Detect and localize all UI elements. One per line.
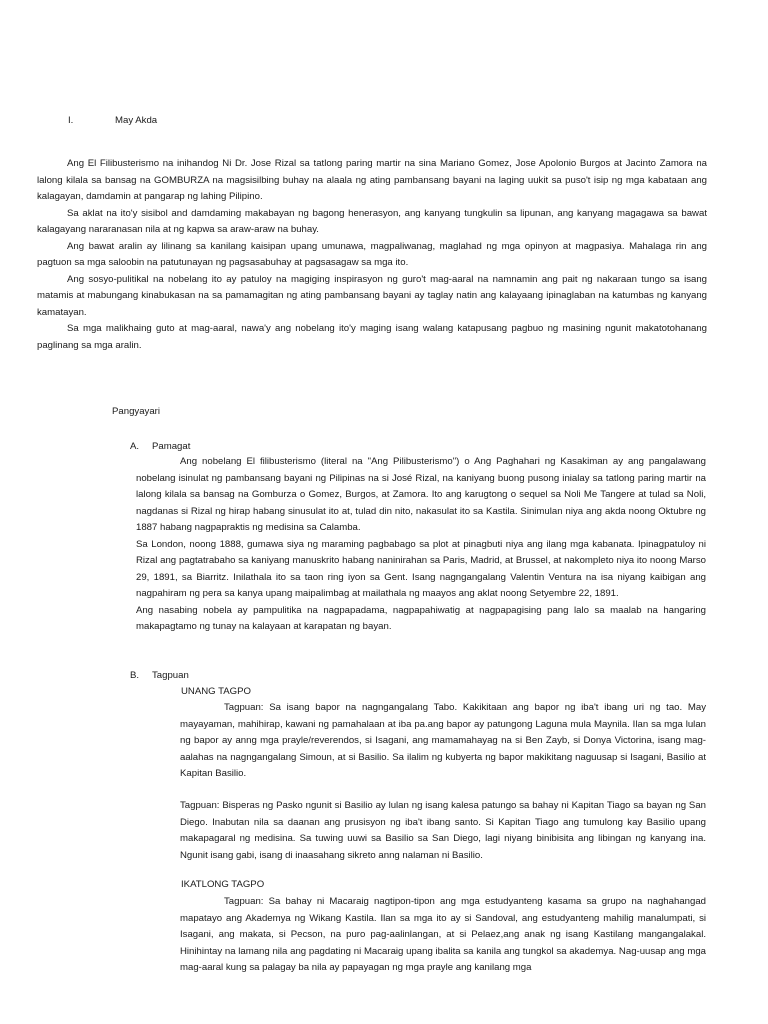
unang-tagpo-heading: UNANG TAGPO — [181, 686, 252, 697]
paragraph: Ang nasabing nobela ay pampulitika na nagpapadama, nagpapahiwatig at nagpapagising pang lalo sa maalab na hangaring makapagtamo ng tunay na kalayaan at karapatan ng bayan. — [136, 604, 706, 632]
part-a-letter: A. — [130, 441, 140, 452]
section-two-heading: Pangyayari — [112, 406, 160, 417]
paragraph: Ang bawat aralin ay lilinang sa kanilang kaisipan upang umunawa, magpaliwanag, maglahad ng mga opinyon at magpasiya. Mahalaga rin ang pagtuon sa mga saloobin na patutunayan ng pagsasabuhay at pagsasagaw sa mga ito. — [37, 240, 707, 268]
ikatlong-tagpo-body — [180, 894, 706, 977]
part-b-title: Tagpuan — [152, 670, 189, 681]
paragraph: Tagpuan: Sa bahay ni Macaraig nagtipon-tipon ang mga estudyanteng kasama sa grupo na naghahangad mapatayo ang Akademya ng Wikang Kastila. Ilan sa mga ito ay si Sandoval, ang estudyanteng mahilig manalumpati, si Isagani, ang makata, si Pecson, na puro pag-aalinlangan, at si Pelaez,ang anak ng isang Kastilang mangangalakal. Hinihintay na lamang nila ang pagdating ni Macaraig upang ibalita sa kanila ang tungkol sa akademya. Nag-uusap ang mga mag-aaral kung sa palagay ba nila ay papayagan ng mga prayle ang kanilang mga — [180, 896, 706, 973]
part-a-body — [136, 454, 706, 636]
second-tagpuan-body — [180, 798, 706, 864]
section-one-numeral: I. — [68, 115, 74, 126]
paragraph: Ang sosyo-pulitikal na nobelang ito ay patuloy na magiging inspirasyon ng guro't mag-aaral na namnamin ang pait ng nakaraan tungo sa isang matamis at mabungang kinabukasan na sa pamamagitan ng ating pambansang bayani ay taglay natin ang kalayaang ipinaglaban na katumbas ng kanyang kamatayan. — [37, 273, 707, 318]
paragraph: Tagpuan: Sa isang bapor na nagngangalang Tabo. Kakikitaan ang bapor ng iba't ibang uri ng tao. May mayayaman, mahihirap, kawani ng pamahalaan at iba pa.ang bapor ay patungong Laguna mula Maynila. Ilan sa mga lulan ng bapor ay anng mga prayle/reverendos, si Isagani, ang mamamahayag na si Ben Zayb, si Donya Victorina, isang mag-aalahas na nagngangalang Simoun, at si Basilio. Sa ilalim ng kubyerta ng bapor makikitang naguusap si Isagani, Basilio at Kapitan Basilio. — [180, 702, 706, 779]
part-a-title: Pamagat — [152, 441, 191, 452]
paragraph: Ang El Filibusterismo na inihandog Ni Dr. Jose Rizal sa tatlong paring martir na sina Mariano Gomez, Jose Apolonio Burgos at Jacinto Zamora na lalong kilala sa bansag na GOMBURZA na magsisilbing buhay na alaala ng ating pambansang bayani na laging uukit sa puso't isip ng mga kabataan ang kalagayan, damdamin at pangarap ng lahing Pilipino. — [37, 158, 707, 202]
paragraph: Sa mga malikhaing guto at mag-aaral, nawa'y ang nobelang ito'y maging isang walang katapusang pagbuo ng masining ngunit makatotohanang paglinang sa mga aralin. — [37, 323, 707, 351]
ikatlong-tagpo-heading: IKATLONG TAGPO — [181, 879, 265, 890]
paragraph: Sa London, noong 1888, gumawa siya ng maraming pagbabago sa plot at pinagbuti niya ang ilang mga kabanata. Ipinagpatuloy ni Rizal ang pagtatrabaho sa kaniyang manuskrito habang naninirahan sa Paris, Madrid, at Brussel, at nakompleto niya ito noong Marso 29, 1891, sa Biarritz. Inilathala ito sa taon ring iyon sa Gent. Isang nagngangalang Valentin Ventura na isa niyang kaibigan ang nagpahiram ng pera sa kanya upang maipalimbag at mailathala ng maayos ang aklat noong Setyembre 22, 1891. — [136, 538, 706, 599]
part-b-letter: B. — [130, 670, 140, 681]
section-one-body — [37, 156, 707, 354]
section-one-heading: May Akda — [115, 115, 158, 126]
paragraph: Sa aklat na ito'y sisibol and damdaming makabayan ng bagong henerasyon, ang kanyang tungkulin sa lipunan, ang kanyang magagawa sa bawat kalagayang nararanasan nila at ng kapwa sa araw-araw na buhay. — [37, 207, 707, 235]
unang-tagpo-body — [180, 700, 706, 783]
paragraph: Ang nobelang El filibusterismo (literal na "Ang Pilibusterismo") o Ang Paghahari ng Kasakiman ay ang pangalawang nobelang isinulat ng pambansang bayani ng Pilipinas na si José Rizal, na kaniyang buong pusong inialay sa tatlong paring martir na lalong kilala sa bansag na Gomburza o Gomez, Burgos, at Zamora. Ito ang karugtong o sequel sa Noli Me Tangere at tulad sa Noli, nagdanas si Rizal ng hirap habang sinusulat ito at, tulad din nito, nakasulat ito sa Kastila. Sinimulan niya ang akda noong Oktubre ng 1887 habang nagpapraktis ng medisina sa Calamba. — [136, 456, 706, 533]
paragraph: Tagpuan: Bisperas ng Pasko ngunit si Basilio ay lulan ng isang kalesa patungo sa bahay ni Kapitan Tiago sa bayan ng San Diego. Inabutan nila sa daanan ang prusisyon ng iba't ibang santo. Si Kapitan Tiago ang tumulong kay Basilio upang makapagaral ng medisina. Sa tuwing uuwi sa Basilio sa San Diego, lagi niyang binibisita ang libingan ng kanyang ina. Ngunit isang gabi, isang di inaasahang sikreto anng nalaman ni Basilio. — [180, 800, 706, 861]
